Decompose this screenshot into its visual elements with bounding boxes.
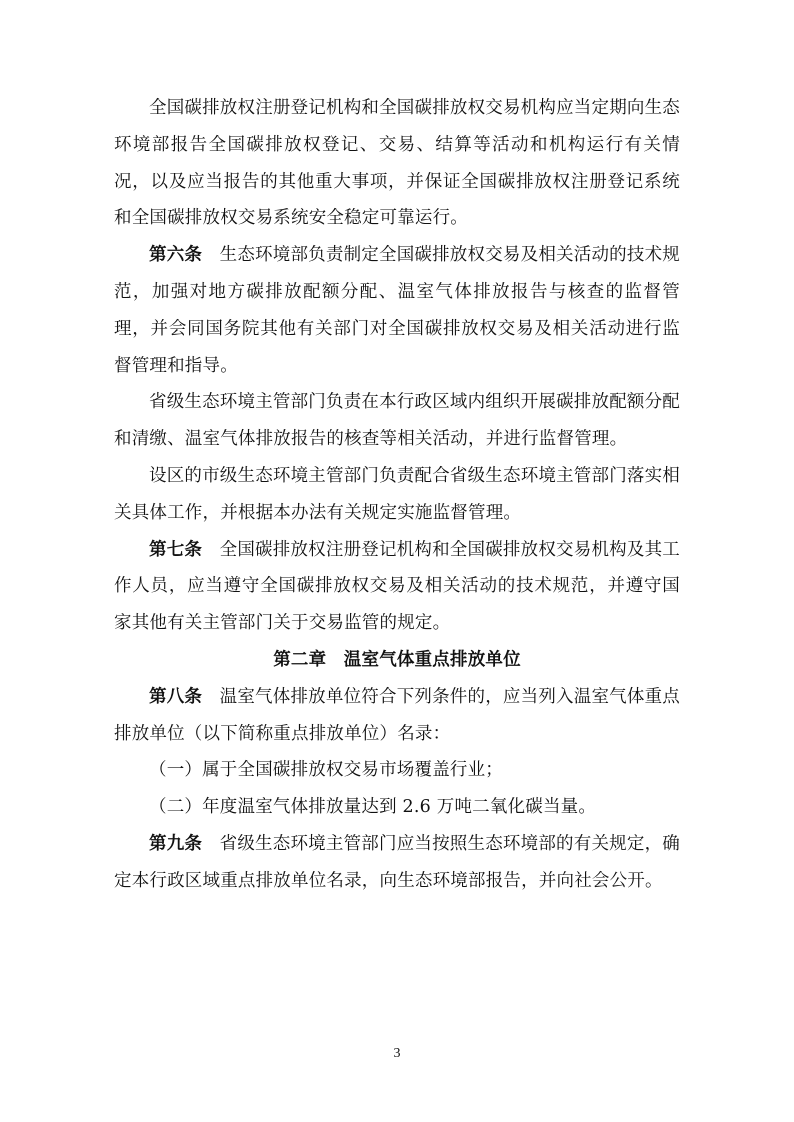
chapter-heading xyxy=(114,642,680,679)
paragraph-text: 全国碳排放权注册登记机构和全国碳排放权交易机构应当定期向生态环境部报告全国碳排放权登记、交易、结算等活动和机构运行有关情况，以及应当报告的其他重大事项，并保证全国碳排放权注册登记系统和全国碳排放权交易系统安全稳定可靠运行。 xyxy=(114,98,680,229)
list-item-text: （一）属于全国碳排放权交易市场覆盖行业； xyxy=(149,760,503,781)
article-7 xyxy=(114,532,680,642)
paragraph-text: 省级生态环境主管部门负责在本行政区域内组织开展碳排放配额分配和清缴、温室气体排放报告的核查等相关活动，并进行监督管理。 xyxy=(114,392,680,450)
article-6 xyxy=(114,237,680,384)
chapter-number: 第二章 xyxy=(273,649,327,670)
article-9 xyxy=(114,826,680,900)
article-7-text: 全国碳排放权注册登记机构和全国碳排放权交易机构及其工作人员，应当遵守全国碳排放权交易及相关活动的技术规范，并遵守国家其他有关主管部门关于交易监管的规定。 xyxy=(114,539,680,634)
article-8-label: 第八条 xyxy=(149,686,203,707)
article-9-label: 第九条 xyxy=(149,833,203,854)
paragraph-provincial-duties xyxy=(114,384,680,458)
article-7-label: 第七条 xyxy=(149,539,203,560)
article-8 xyxy=(114,679,680,753)
paragraph-text: 设区的市级生态环境主管部门负责配合省级生态环境主管部门落实相关具体工作，并根据本办法有关规定实施监督管理。 xyxy=(114,465,680,523)
paragraph-registry-reporting xyxy=(114,90,680,237)
article-8-text: 温室气体排放单位符合下列条件的，应当列入温室气体重点排放单位（以下简称重点排放单位）名录： xyxy=(114,686,680,744)
list-item-2 xyxy=(114,789,680,826)
chapter-title: 温室气体重点排放单位 xyxy=(343,649,521,670)
article-6-label: 第六条 xyxy=(149,245,203,266)
list-item-text: （二）年度温室气体排放量达到 2.6 万吨二氧化碳当量。 xyxy=(149,797,597,818)
article-9-text: 省级生态环境主管部门应当按照生态环境部的有关规定，确定本行政区域重点排放单位名录，向生态环境部报告，并向社会公开。 xyxy=(114,833,680,891)
paragraph-municipal-duties xyxy=(114,458,680,532)
article-6-text: 生态环境部负责制定全国碳排放权交易及相关活动的技术规范，加强对地方碳排放配额分配、温室气体排放报告与核查的监督管理，并会同国务院其他有关部门对全国碳排放权交易及相关活动进行监督管理和指导。 xyxy=(114,245,680,376)
page-number: 3 xyxy=(393,1046,401,1061)
document-body xyxy=(114,90,680,900)
list-item-1 xyxy=(114,752,680,789)
